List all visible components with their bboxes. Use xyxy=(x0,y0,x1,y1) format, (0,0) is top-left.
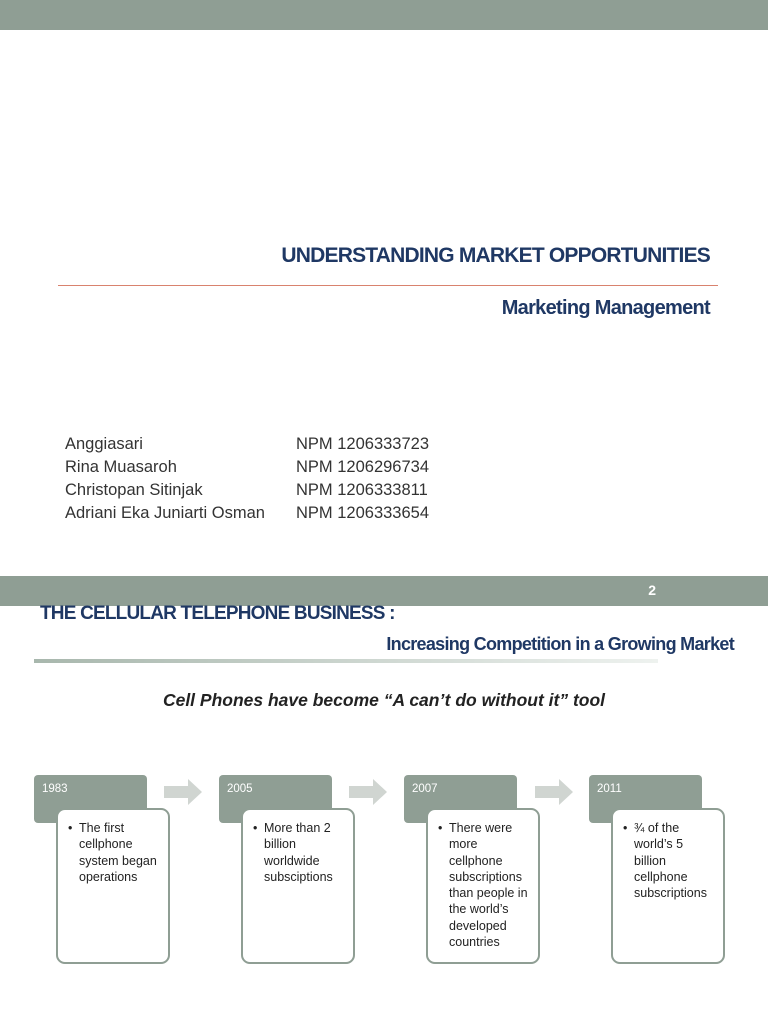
slide-title: UNDERSTANDING MARKET OPPORTUNITIES xyxy=(281,244,710,267)
timeline-item xyxy=(589,775,768,975)
timeline-year: 1983 xyxy=(34,775,147,823)
chevron-right-arrow-icon xyxy=(535,779,573,805)
timeline-text: The first cellphone system began operations xyxy=(79,821,157,884)
timeline-description xyxy=(241,808,355,964)
slide2-divider xyxy=(34,659,658,663)
tagline: Cell Phones have become “A can’t do without it” tool xyxy=(162,690,606,710)
timeline-text: More than 2 billion worldwide subsciptions xyxy=(264,821,333,884)
author-row xyxy=(65,502,485,525)
author-npm: NPM 1206333811 xyxy=(296,481,428,499)
author-name: Rina Muasaroh xyxy=(65,458,177,476)
timeline-item xyxy=(219,775,429,975)
timeline-description xyxy=(56,808,170,964)
slide-subtitle: Marketing Management xyxy=(501,297,710,319)
timeline-year: 2007 xyxy=(404,775,517,823)
slide-number: 2 xyxy=(648,582,656,598)
slide2-title: THE CELLULAR TELEPHONE BUSINESS : xyxy=(40,603,395,624)
timeline-year: 2011 xyxy=(589,775,702,823)
author-list xyxy=(65,433,485,525)
author-npm: NPM 1206333723 xyxy=(296,435,430,453)
slide-separator-bar xyxy=(0,576,768,606)
author-row xyxy=(65,456,485,479)
chevron-right-arrow-icon xyxy=(349,779,387,805)
bullet-marker: • xyxy=(438,821,443,835)
author-row xyxy=(65,433,485,456)
chevron-right-arrow-icon xyxy=(164,779,202,805)
author-row xyxy=(65,479,485,502)
timeline-text: ¾ of the world’s 5 billion cellphone subscriptions xyxy=(634,821,707,901)
slide2-subtitle: Increasing Competition in a Growing Market xyxy=(386,634,734,654)
title-divider xyxy=(58,285,718,286)
timeline-year: 2005 xyxy=(219,775,332,823)
bullet-marker: • xyxy=(68,821,73,835)
timeline-description xyxy=(426,808,540,964)
author-name: Adriani Eka Juniarti Osman xyxy=(65,504,265,522)
author-name: Christopan Sitinjak xyxy=(65,481,203,499)
timeline-text: There were more cellphone subscriptions than people in the world’s developed countries xyxy=(449,821,528,950)
author-npm: NPM 1206296734 xyxy=(296,458,430,476)
bullet-marker: • xyxy=(623,821,628,835)
bullet-marker: • xyxy=(253,821,258,835)
timeline-item xyxy=(404,775,614,975)
top-header-bar xyxy=(0,0,768,30)
author-name: Anggiasari xyxy=(65,435,143,453)
timeline-item xyxy=(34,775,244,975)
author-npm: NPM 1206333654 xyxy=(296,504,430,522)
timeline-description xyxy=(611,808,725,964)
